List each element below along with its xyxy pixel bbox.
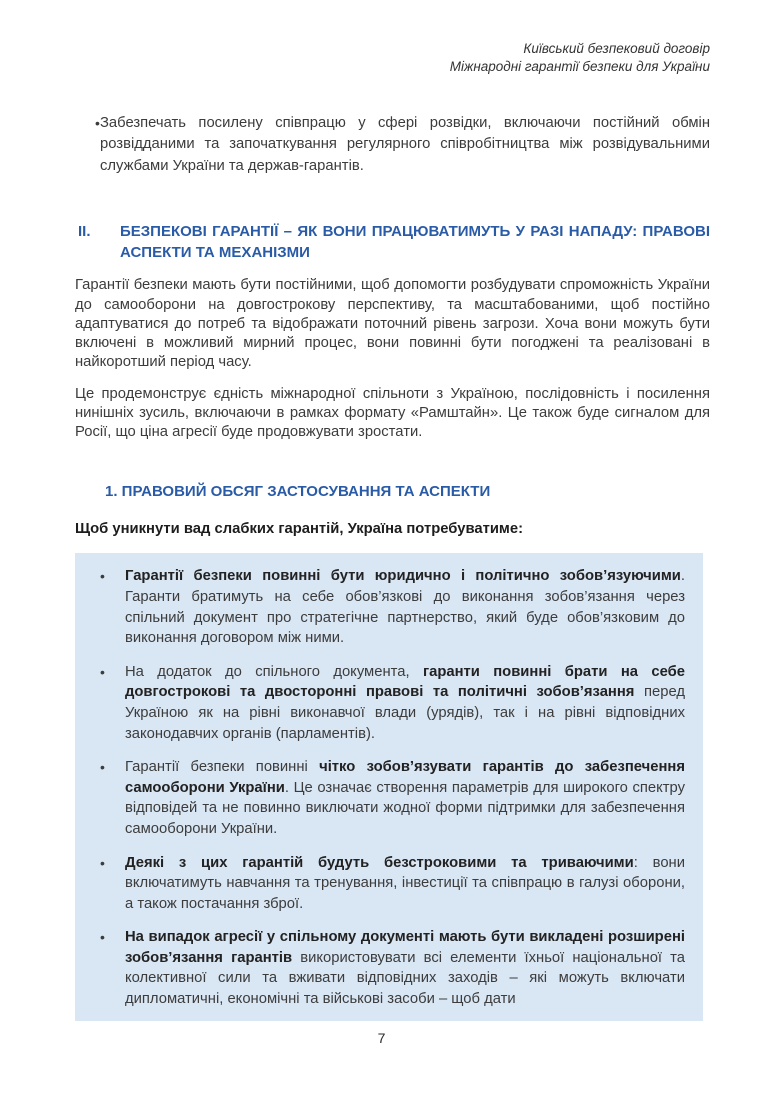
header-title-line: Київський безпековий договір: [523, 41, 710, 56]
bullet-dot: •: [100, 568, 105, 585]
lead-statement: Щоб уникнути вад слабких гарантій, Україна потребуватиме:: [75, 520, 524, 537]
intro-bullet-list: [75, 113, 710, 178]
page-header: [75, 40, 710, 77]
section-heading: [75, 221, 710, 263]
bullet-text: На додаток до спільного документа, гаранти повинні брати на себе довгострокові та двосторонні правові та політичні зобов’язання перед Україною як на рівні виконавчої влади (урядів), так і на рівні відповідних законодавчих органів (парламентів).: [125, 663, 685, 742]
list-item: [75, 927, 685, 1009]
bullet-text: Деякі з цих гарантій будуть безстроковими та триваючими: вони включатимуть навчання та тренування, інвестиції та співпрацю в галузі оборони, а також постачання зброї.: [125, 854, 685, 912]
list-item: [75, 853, 685, 915]
bullet-row: [75, 566, 685, 648]
bullet-dot: •: [95, 114, 100, 131]
bullet-text: Гарантії безпеки повинні чітко зобов’язувати гарантів до забезпечення самооборони України. Це означає створення параметрів для широкого спектру відповідей та не повинно виключати жодної форми підтримки для забезпечення самооборони України.: [125, 759, 685, 837]
list-item: [75, 757, 685, 839]
bullet-row: [75, 927, 685, 1009]
header-subtitle-line: Міжнародні гарантії безпеки для України: [449, 59, 710, 75]
list-item: [75, 662, 685, 744]
bullet-dot: •: [100, 929, 105, 946]
paragraph: Це продемонструє єдність міжнародної спільноти з Україною, послідовність і посилення нинішніх зусиль, включаючи в рамках формату «Рамштайн». Це також буде сигналом для Росії, що ціна агресії буде продовжувати зростати.: [75, 385, 710, 441]
page-number: 7: [377, 1030, 386, 1046]
section-title: БЕЗПЕКОВІ ГАРАНТІЇ – ЯК ВОНИ ПРАЦЮВАТИМУТЬ У РАЗІ НАПАДУ: ПРАВОВІ АСПЕКТИ ТА МЕХАНІЗМИ: [120, 223, 710, 262]
bullet-text: Забезпечать посилену співпрацю у сфері розвідки, включаючи постійний обмін розвідданими та започаткування регулярного співробітництва між розвідувальними службами України та держав-гарантів.: [100, 114, 710, 174]
paragraph: Гарантії безпеки мають бути постійними, щоб допомогти розбудувати спроможність України до самооборони на довгострокову перспективу, та масштабованими, щоб постійно адаптуватися до потреб та відображати поточний рівень загрози. Хоча вони можуть бути включені в можливий мирний процес, вони повинні бути погоджені та реалізовані в найкоротший період часу.: [75, 277, 710, 371]
subsection-heading: 1. ПРАВОВИЙ ОБСЯГ ЗАСТОСУВАННЯ ТА АСПЕКТИ: [105, 482, 491, 500]
list-item: [75, 113, 710, 178]
bullet-text: На випадок агресії у спільному документі мають бути викладені розширені зобов’язання гарантів використовувати всі елементи їхньої національної та колективної сили та вживати відповідних заходів – які можуть включати дипломатичні, економічні та військові засоби – щоб дати: [125, 929, 685, 1008]
bullet-row: [75, 113, 710, 178]
list-item: [75, 566, 685, 648]
bullet-dot: •: [100, 759, 105, 776]
bullet-row: [75, 662, 685, 744]
highlight-bullet-list: [75, 566, 685, 1009]
bullet-row: [75, 757, 685, 839]
bullet-row: [75, 853, 685, 915]
section-number: II.: [78, 223, 91, 241]
bullet-text: Гарантії безпеки повинні бути юридично і політично зобов’язуючими. Гаранти братимуть на себе обов’язкові до виконання зобов’язання через спільний документ про стратегічне партнерство, який буде обов’язковим до виконання договором між ними.: [125, 568, 685, 647]
bullet-dot: •: [100, 663, 105, 680]
highlight-box: [75, 553, 703, 1020]
bullet-dot: •: [100, 854, 105, 871]
